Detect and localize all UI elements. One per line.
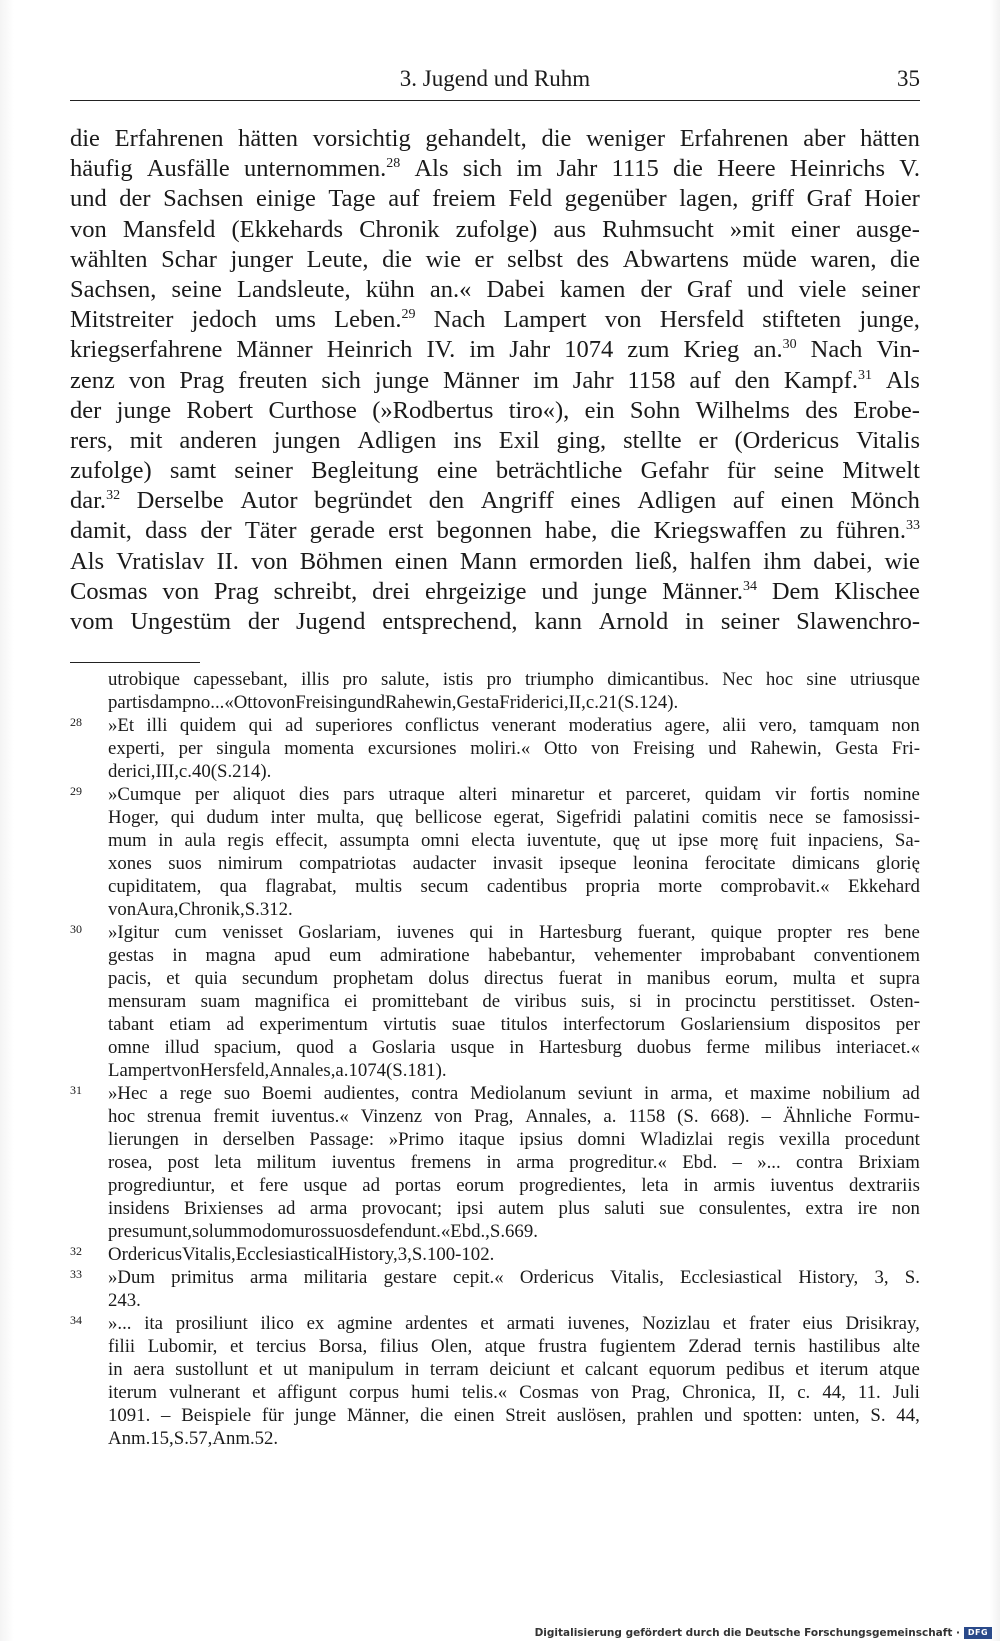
footnote-line: rosea, post leta militum iuventus fremens in arma progreditur.« Ebd. – »... contra Brixiam <box>108 1152 920 1173</box>
page-header <box>70 66 920 100</box>
text-line: der junge Robert Curthose (»Rodbertus tiro«), ein Sohn Wilhelms des Erobe- <box>70 396 920 424</box>
main-text <box>70 124 920 637</box>
footnote-line: partis dampno ...« Otto von Freising und Rahewin, Gesta Friderici, II, c. 21 (S. 124). <box>108 692 679 713</box>
footnote-line: 29 »Cumque per aliquot dies pars utraque alteri minaretur et parceret, quidam vir fortis nomine <box>70 783 920 806</box>
footnote-line: Lampert von Hersfeld, Annales, a. 1074 (S. 181). <box>108 1060 447 1081</box>
footnote-line: pacis, et quia secundum prophetam dolus directus fuerat in manibus eorum, multa et supra <box>108 968 920 989</box>
text-line: vom Ungestüm der Jugend entsprechend, kann Arnold in seiner Slawenchro- <box>70 608 920 635</box>
text-line: Sachsen, seine Landsleute, kühn an.« Dabei kamen der Graf und viele seiner <box>70 275 920 303</box>
footnote-number: 31 <box>70 1083 82 1097</box>
footnote-line: 30 »Igitur cum venisset Goslariam, iuvenes qui in Hartesburg fuerant, quique propter res bene <box>70 921 920 944</box>
footnote-line: von Aura, Chronik, S. 312. <box>108 899 293 920</box>
text-line: Cosmas von Prag schreibt, drei ehrgeizige und junge Männer.$^{34}$ Dem Klischee <box>70 577 920 605</box>
footnote-line: progrediuntur, et fere usque ad portas eorum progredientes, leta in armis iuventus dextrariis <box>108 1175 920 1196</box>
footnote-line: omne illud spacium, quod a Goslaria usque in Hartesburg duobus ferme milibus interiacet.« <box>108 1037 920 1058</box>
dfg-logo-icon: DFG <box>964 1627 992 1639</box>
footnote-number: 33 <box>70 1267 82 1281</box>
footnote-number: 32 <box>70 1244 82 1258</box>
text-line: und der Sachsen einige Tage auf freiem Feld gegenüber lagen, griff Graf Hoier <box>70 185 920 213</box>
footnote-line: 34 »... ita prosiliunt ilico ex agmine ardentes et armati iuvenes, Nozizlau et frater eius Drisikray, <box>70 1312 920 1335</box>
footnote-line: gestas in magna apud eum admiratione habebantur, vehementer improbabant conventionem <box>108 945 920 966</box>
text-line: Als Vratislav II. von Böhmen einen Mann ermorden ließ, halfen ihm dabei, wie <box>70 547 920 575</box>
footnotes <box>70 668 920 1450</box>
footnote-number: 29 <box>70 784 82 798</box>
text-line: zufolge) samt seiner Begleitung eine beträchtliche Gefahr für seine Mitwelt <box>70 457 920 485</box>
footnote-line: utrobique capessebant, illis pro salute, istis pro triumpho dimicantibus. Nec hoc sine utriusque <box>108 669 920 690</box>
footnote-line: 1091. – Beispiele für junge Männer, die einen Streit auslösen, prahlen und spotten: unten, S. 44, <box>108 1405 920 1426</box>
footnote-line: 28 »Et illi quidem qui ad superiores conflictus venerant moderatius agere, alii vero, tamquam non <box>70 714 920 737</box>
text-line: die Erfahrenen hätten vorsichtig gehandelt, die weniger Erfahrenen aber hätten <box>70 125 920 152</box>
footnote-line: insidens Brixienses ad arma provocant; ipsi autem plus saluti sue consulentes, extra ire non <box>108 1198 920 1219</box>
footnote-line: mum in aula regis effecit, assumpta omni electa iuventute, quę ut ipse morę fuit inpaciens, Sa- <box>108 830 920 851</box>
footnote-separator <box>70 662 200 663</box>
footnote-line: filii Lubomir, et tercius Borsa, filius Olen, atque frustra fugientem Zderad ternis hastilibus alte <box>108 1336 920 1357</box>
footnote-number: 28 <box>70 715 82 729</box>
digitization-credit <box>535 1627 992 1639</box>
running-title: 3. Jugend und Ruhm <box>399 66 591 91</box>
footnote-line: tabant etiam ad experimentum virtutis suae titulos interfectorum Goslariensium dispositos per <box>108 1014 920 1035</box>
footnote-line: cupiditatem, qua flagrabat, multis secum cadentibus propria morte comprobavit.« Ekkehard <box>108 876 920 897</box>
footnote-number: 34 <box>70 1313 82 1327</box>
footnote-number: 30 <box>70 922 82 936</box>
text-line: kriegserfahrene Männer Heinrich IV. im Jahr 1074 zum Krieg an.$^{30}$ Nach Vin- <box>70 336 920 364</box>
footnote-line: 31 »Hec a rege suo Boemi audientes, contra Mediolanum seviunt in arma, et maxime nobilium ad <box>70 1082 920 1105</box>
footnote-line: 32 Ordericus Vitalis, Ecclesiastical History, 3, S. 100-102. <box>70 1243 920 1266</box>
footnote-line: Anm. 15, S. 57, Anm. 52. <box>108 1428 279 1449</box>
text-line: rers, mit anderen jungen Adligen ins Exil ging, stellte er (Ordericus Vitalis <box>70 426 920 454</box>
page-number: 35 <box>897 66 920 91</box>
text-line: Mitstreiter jedoch ums Leben.$^{29}$ Nach Lampert von Hersfeld stifteten junge, <box>70 306 920 334</box>
text-line: damit, dass der Täter gerade erst begonnen habe, die Kriegswaffen zu führen.$^{33}$ <box>70 517 920 545</box>
text-line: von Mansfeld (Ekkehards Chronik zufolge) aus Ruhmsucht »mit einer ausge- <box>70 215 920 243</box>
footnote-line: iterum vulnerant et affigunt corpus humi telis.« Cosmas von Prag, Chronica, II, c. 44, 11. Juli <box>108 1382 920 1403</box>
header-rule <box>70 100 920 101</box>
footnote-line: derici, III, c. 40 (S. 214). <box>108 761 272 782</box>
footnote-line: presumunt, solummodo muros suos defendunt.« Ebd., S. 669. <box>108 1221 538 1242</box>
footnote-line: 243. <box>108 1290 141 1311</box>
text-line: häufig Ausfälle unternommen.$^{28}$ Als sich im Jahr 1115 die Heere Heinrichs V. <box>70 155 920 183</box>
text-line: dar.$^{32}$ Derselbe Autor begründet den Angriff eines Adligen auf einen Mönch <box>70 487 920 515</box>
footnote-line: lierungen in derselben Passage: »Primo itaque ipsius domni Wladizlai regis vexilla procedunt <box>108 1129 920 1150</box>
credit-text: Digitalisierung gefördert durch die Deutsche Forschungsgemeinschaft · <box>534 1627 960 1639</box>
footnote-line: experti, per singula momenta excursiones moliri.« Otto von Freising und Rahewin, Gesta Fri- <box>108 738 920 759</box>
footnote-line: hoc strenua fremit iuventus.« Vinzenz von Prag, Annales, a. 1158 (S. 668). – Ähnliche Formu- <box>108 1106 920 1127</box>
footnote-line: 33 »Dum primitus arma militaria gestare cepit.« Ordericus Vitalis, Ecclesiastical History, 3, S. <box>70 1266 920 1289</box>
footnote-line: mensuram suam magnifica ei promittebant de viribus suis, si in procinctu perstitisset. Osten- <box>108 991 920 1012</box>
footnote-line: in aera sustollunt et ut manipulum in terram deiciunt et calcant equorum pedibus et iterum atque <box>108 1359 920 1380</box>
text-line: wählten Schar junger Leute, die wie er selbst des Abwartens müde waren, die <box>70 245 920 273</box>
text-line: zenz von Prag freuten sich junge Männer im Jahr 1158 auf den Kampf.$^{31}$ Als <box>70 366 920 394</box>
footnote-line: xones suos nimirum compatriotas audacter invasit ipseque leonina ferocitate dimicans glorię <box>108 853 920 874</box>
footnote-line: Hoger, qui dudum inter multa, quę bellicose egerat, Sigefridi palatini comitis nece se famosissi- <box>108 807 920 828</box>
